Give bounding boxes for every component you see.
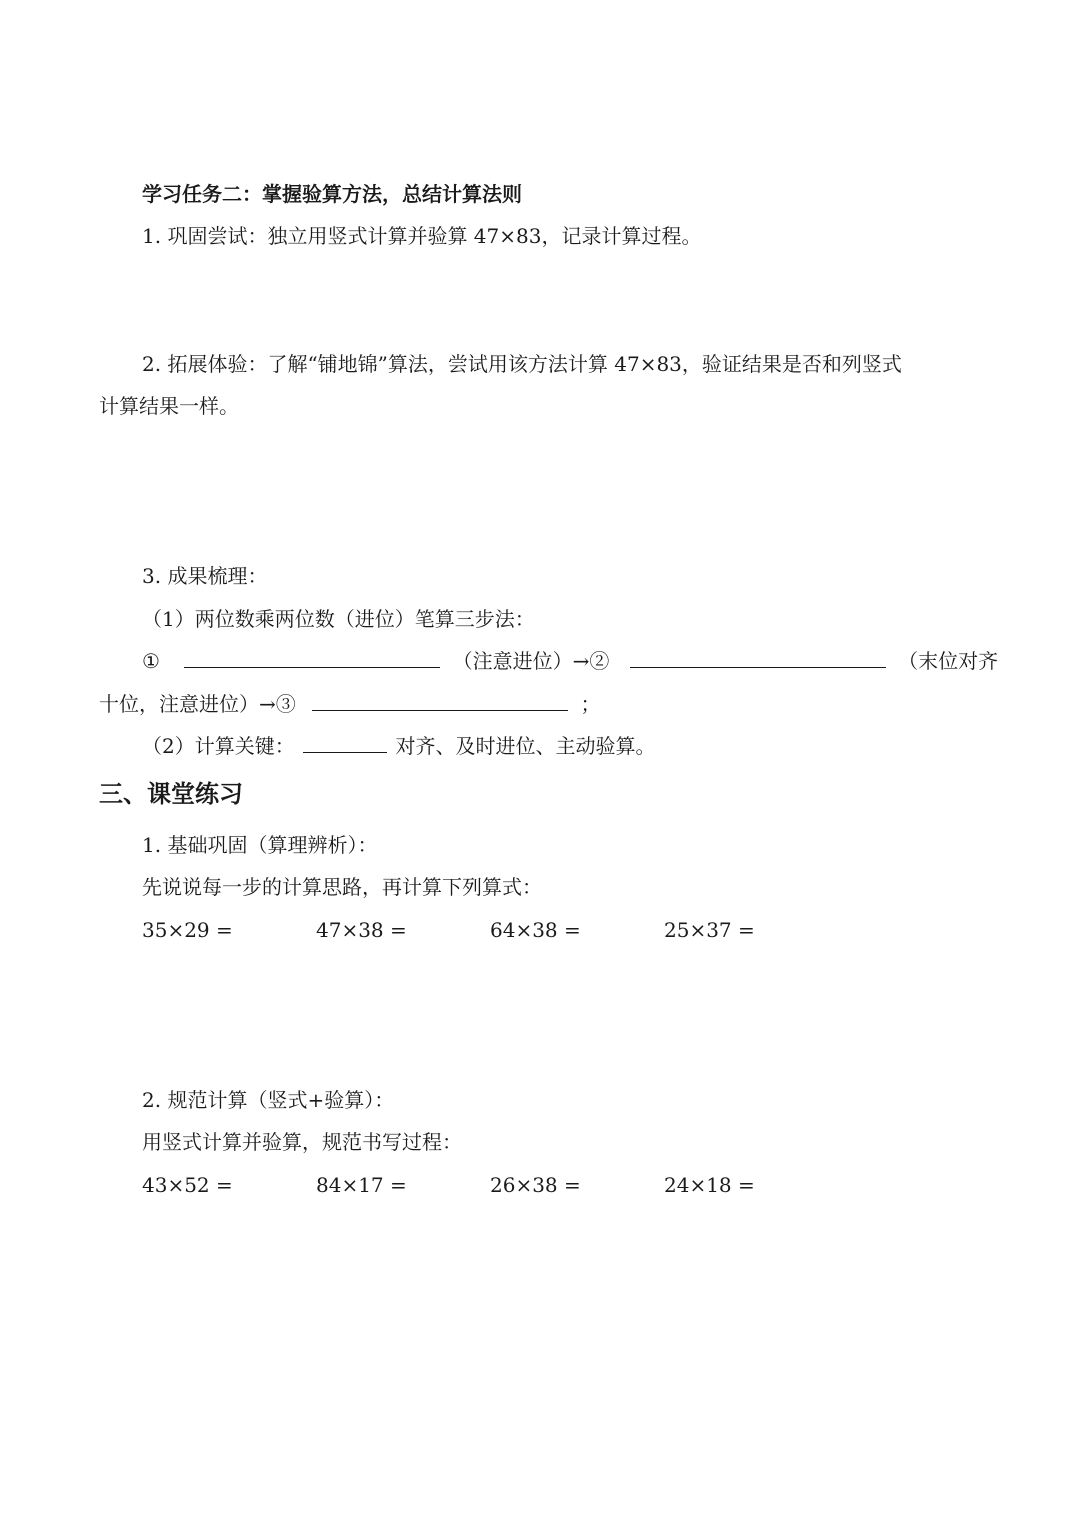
step1-note: （注意进位）→② (452, 649, 610, 673)
ex1-expr: 35×29 = (142, 918, 233, 942)
section3-heading: 三、课堂练习 (99, 780, 243, 808)
step1-blank[interactable] (184, 647, 440, 668)
ex1-title: 1. 基础巩固（算理辨析）： (142, 833, 378, 857)
ex2-expr: 84×17 = (316, 1173, 407, 1197)
ex1-expr: 25×37 = (664, 918, 755, 942)
task2-title: 学习任务二：掌握验算方法，总结计算法则 (142, 182, 522, 206)
task2-item3-sub1: （1）两位数乘两位数（进位）笔算三步法： (142, 607, 535, 631)
key-blank[interactable] (303, 732, 387, 753)
ex2-title: 2. 规范计算（竖式+验算）： (142, 1088, 395, 1112)
ex2-expr: 26×38 = (490, 1173, 581, 1197)
step2-continuation: 十位，注意进位）→③ (99, 692, 296, 716)
task2-item2-line2: 计算结果一样。 (99, 394, 239, 418)
step3-blank[interactable] (312, 690, 568, 711)
task2-item3-sub2 (142, 732, 655, 760)
step3-end: ； (580, 692, 601, 716)
task2-item3-title: 3. 成果梳理： (142, 564, 268, 588)
ex2-expr: 43×52 = (142, 1173, 233, 1197)
ex1-instruction: 先说说每一步的计算思路，再计算下列算式： (142, 875, 542, 899)
step2-blank[interactable] (630, 647, 886, 668)
key-suffix: 对齐、及时进位、主动验算。 (395, 734, 656, 758)
ex1-expr: 64×38 = (490, 918, 581, 942)
task2-item2-line1: 2. 拓展体验：了解“铺地锦”算法，尝试用该方法计算 47×83，验证结果是否和列竖式 (142, 352, 902, 376)
ex2-expr: 24×18 = (664, 1173, 755, 1197)
ex1-expr: 47×38 = (316, 918, 407, 942)
steps-line-1 (142, 647, 998, 675)
steps-line-2 (99, 690, 600, 718)
ex2-instruction: 用竖式计算并验算，规范书写过程： (142, 1130, 462, 1154)
key-prefix: （2）计算关键： (142, 734, 295, 758)
step2-note: （末位对齐 (898, 649, 999, 673)
task2-item1: 1. 巩固尝试：独立用竖式计算并验算 47×83，记录计算过程。 (142, 224, 702, 248)
step1-marker: ① (142, 649, 160, 673)
